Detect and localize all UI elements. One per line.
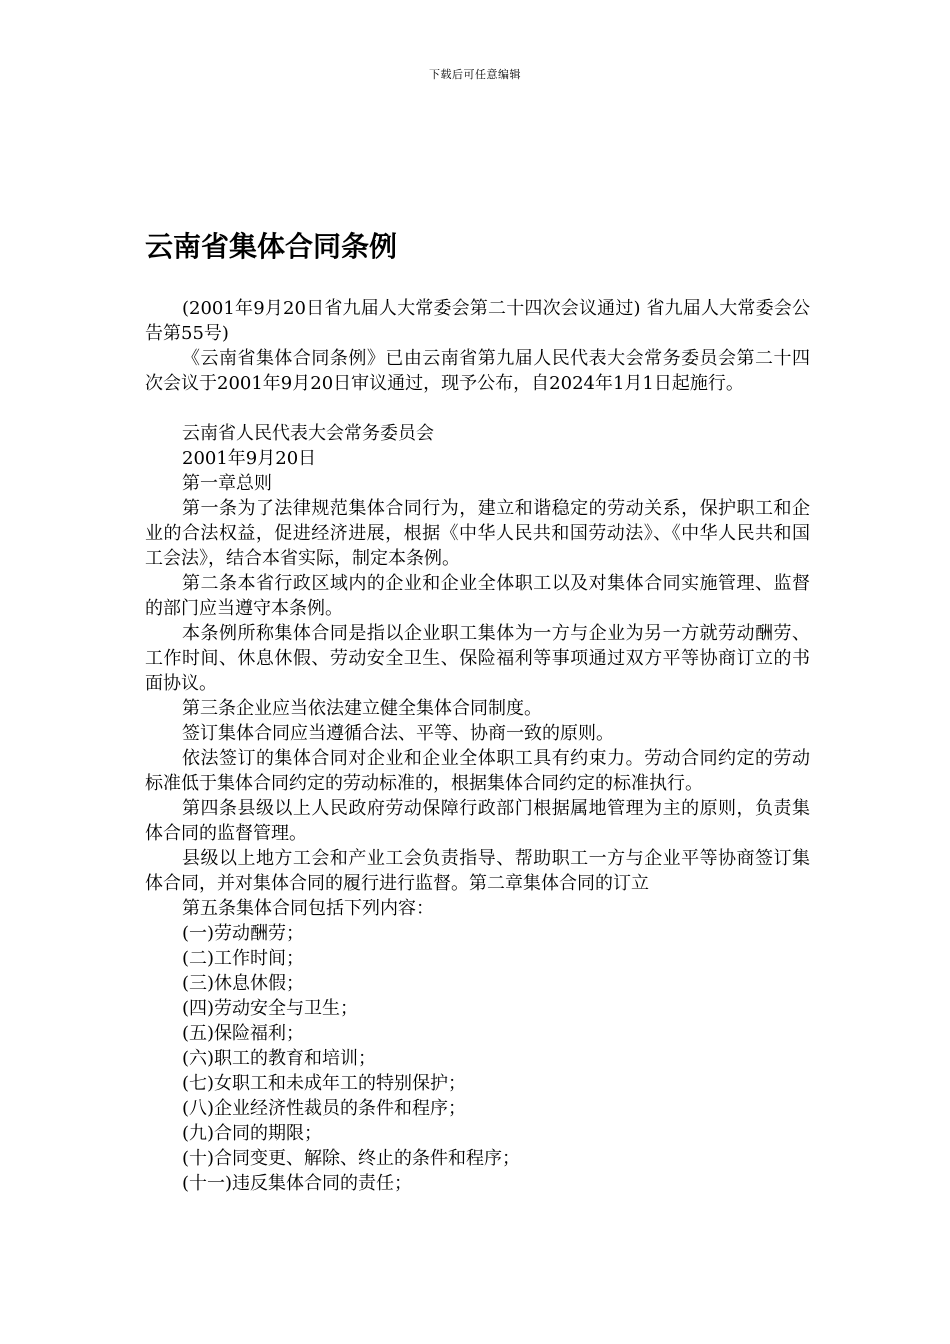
list-item: (一)劳动酬劳； xyxy=(182,923,305,944)
document-body xyxy=(145,296,810,1196)
list-item: (九)合同的期限； xyxy=(182,1123,323,1144)
article-2: 第二条本省行政区域内的企业和企业全体职工以及对集体合同实施管理、监督的部门应当遵守本条例。 xyxy=(145,573,810,619)
list-item: (三)休息休假； xyxy=(182,973,305,994)
list-item: (四)劳动安全与卫生； xyxy=(182,998,359,1019)
article-3-principle: 签订集体合同应当遵循合法、平等、协商一致的原则。 xyxy=(182,723,614,744)
document-title: 云南省集体合同条例 xyxy=(145,230,398,263)
paragraph-issuer: 云南省人民代表大会常务委员会 xyxy=(182,423,434,444)
article-1: 第一条为了法律规范集体合同行为，建立和谐稳定的劳动关系，保护职工和企业的合法权益，促进经济进展，根据《中华人民共和国劳动法》、《中华人民共和国工会法》，结合本省实际，制定本条例。 xyxy=(145,498,810,569)
paragraph-issue-date: 2001年9月20日 xyxy=(182,448,317,469)
list-item: (十一)违反集体合同的责任； xyxy=(182,1173,413,1194)
article-4: 第四条县级以上人民政府劳动保障行政部门根据属地管理为主的原则，负责集体合同的监督管理。 xyxy=(145,798,810,844)
list-item: (七)女职工和未成年工的特别保护； xyxy=(182,1073,467,1094)
article-4-unions: 县级以上地方工会和产业工会负责指导、帮助职工一方与企业平等协商签订集体合同，并对集体合同的履行进行监督。第二章集体合同的订立 xyxy=(145,848,810,894)
list-item: (六)职工的教育和培训； xyxy=(182,1048,377,1069)
chapter-heading-1: 第一章总则 xyxy=(182,473,272,494)
article-2-definition: 本条例所称集体合同是指以企业职工集体为一方与企业为另一方就劳动酬劳、工作时间、休息休假、劳动安全卫生、保险福利等事项通过双方平等协商订立的书面协议。 xyxy=(145,623,810,694)
article-5: 第五条集体合同包括下列内容： xyxy=(182,898,434,919)
blank-line xyxy=(145,396,810,421)
paragraph-enactment-note: (2001年9月20日省九届人大常委会第二十四次会议通过) 省九届人大常委会公告第55号) xyxy=(145,298,810,344)
list-item: (二)工作时间； xyxy=(182,948,305,969)
list-item: (十)合同变更、解除、终止的条件和程序； xyxy=(182,1148,521,1169)
paragraph-promulgation: 《云南省集体合同条例》已由云南省第九届人民代表大会常务委员会第二十四次会议于2001年9月20日审议通过，现予公布，自2024年1月1日起施行。 xyxy=(145,348,810,394)
article-3: 第三条企业应当依法建立健全集体合同制度。 xyxy=(182,698,542,719)
list-item: (五)保险福利； xyxy=(182,1023,305,1044)
page-header-note: 下载后可任意编辑 xyxy=(429,68,521,81)
article-3-binding: 依法签订的集体合同对企业和企业全体职工具有约束力。劳动合同约定的劳动标准低于集体合同约定的劳动标准的，根据集体合同约定的标准执行。 xyxy=(145,748,810,794)
list-item: (八)企业经济性裁员的条件和程序； xyxy=(182,1098,467,1119)
